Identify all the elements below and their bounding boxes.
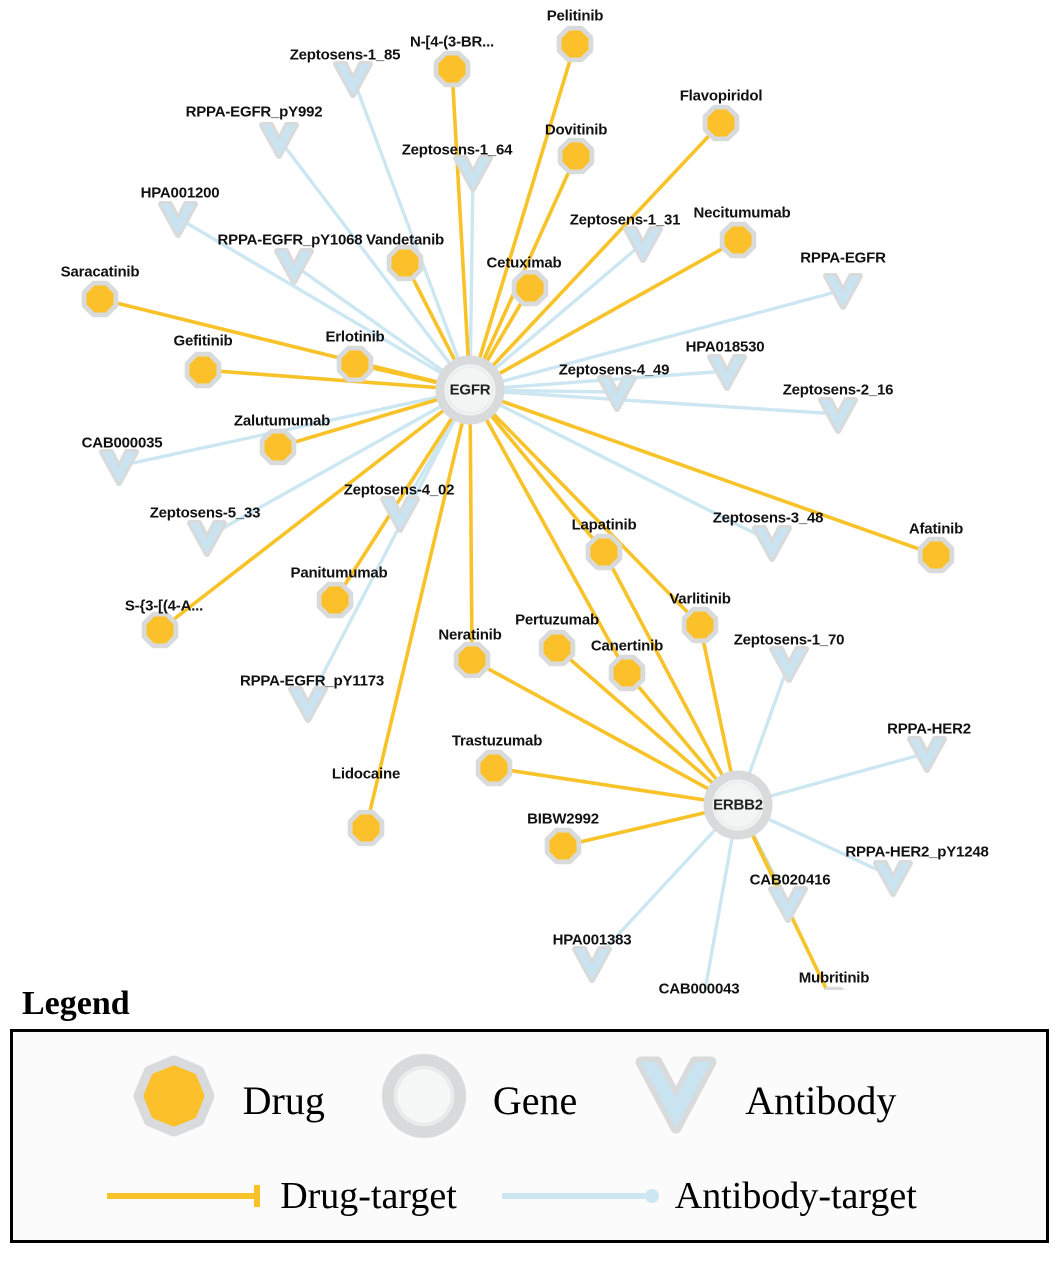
legend	[0, 985, 1059, 1243]
legend-item-gene	[369, 1050, 621, 1150]
drug-node[interactable]	[482, 756, 506, 780]
drug-node[interactable]	[460, 648, 484, 672]
drug-label: BIBW2992	[527, 810, 599, 828]
drug-label: Varlitinib	[669, 590, 731, 608]
drug-label: Afatinib	[908, 520, 964, 538]
antibody-target-edge-icon	[497, 1181, 667, 1211]
drug-label: Trastuzumab	[451, 732, 543, 750]
drug-node[interactable]	[592, 540, 616, 564]
antibody-label: Zeptosens-2_16	[782, 381, 894, 399]
antibody-label: Zeptosens-4_02	[343, 481, 455, 499]
drug-label: Panitumumab	[290, 564, 388, 582]
drug-label: Erlotinib	[325, 328, 385, 346]
drug-label: N-[4-(3-BR...	[409, 33, 495, 51]
drug-label: Gefitinib	[173, 332, 233, 350]
drug-label: Pertuzumab	[515, 611, 599, 629]
antibody-label: RPPA-HER2	[887, 720, 971, 738]
drug-node[interactable]	[726, 228, 750, 252]
drug-node[interactable]	[88, 287, 112, 311]
antibody-label: Zeptosens-1_64	[401, 141, 513, 159]
drug-node[interactable]	[393, 251, 417, 275]
drug-label: S-{3-[(4-A...	[124, 597, 204, 615]
legend-item-drug	[119, 1050, 369, 1150]
drug-target-edge-icon	[102, 1181, 272, 1211]
antibody-label: Zeptosens-1_31	[569, 211, 681, 229]
antibody-label: CAB000035	[81, 434, 163, 452]
drug-label: Canertinib	[590, 637, 664, 655]
drug-label: Vandetanib	[365, 231, 445, 249]
drug-node[interactable]	[709, 111, 733, 135]
drug-label: Lidocaine	[331, 765, 401, 783]
drug-node[interactable]	[343, 352, 367, 376]
drug-label: Mubritinib	[798, 969, 870, 987]
antibody-label: RPPA-EGFR	[800, 249, 886, 267]
drug-label: Necitumumab	[693, 204, 791, 222]
drug-label: Zalutumumab	[233, 412, 331, 430]
legend-label-gene: Gene	[492, 1077, 578, 1123]
gene-label: EGFR	[449, 381, 491, 399]
antibody-label: RPPA-EGFR_pY1068	[217, 231, 363, 249]
drug-node[interactable]	[440, 57, 464, 81]
graph-edge	[366, 390, 470, 828]
antibody-label: CAB020416	[749, 871, 831, 889]
antibody-label: RPPA-EGFR_pY992	[185, 103, 323, 121]
drug-label: Cetuximab	[486, 254, 562, 272]
antibody-chevron-icon	[621, 1050, 731, 1150]
drug-node[interactable]	[266, 435, 290, 459]
gene-circle-icon	[369, 1050, 479, 1150]
gene-label: ERBB2	[713, 796, 763, 814]
drug-node[interactable]	[924, 543, 948, 567]
drug-node[interactable]	[564, 144, 588, 168]
drug-node[interactable]	[354, 816, 378, 840]
graph-edge	[470, 390, 700, 625]
legend-node-row	[13, 1050, 1046, 1150]
drug-octagon-icon	[119, 1050, 229, 1150]
antibody-label: HPA018530	[685, 338, 765, 356]
drug-node[interactable]	[323, 588, 347, 612]
antibody-label: Zeptosens-1_70	[733, 631, 845, 649]
drug-label: Neratinib	[438, 626, 502, 644]
antibody-label: Zeptosens-1_85	[289, 46, 401, 64]
drug-node[interactable]	[563, 32, 587, 56]
legend-label-drug: Drug	[242, 1077, 325, 1123]
drug-label: Flavopiridol	[679, 87, 763, 105]
legend-box	[10, 1029, 1049, 1243]
antibody-label: RPPA-HER2_pY1248	[845, 843, 989, 861]
drug-label: Pelitinib	[546, 7, 604, 25]
drug-label: Dovitinib	[544, 121, 608, 139]
legend-title: Legend	[22, 985, 130, 1022]
drug-node[interactable]	[518, 276, 542, 300]
drug-label: Lapatinib	[571, 516, 637, 534]
antibody-label: RPPA-EGFR_pY1173	[239, 672, 385, 690]
antibody-label: CAB000043	[658, 980, 740, 998]
graph-edge	[452, 69, 470, 390]
graph-edge	[470, 390, 472, 660]
antibody-label: HPA001200	[140, 184, 220, 202]
drug-label: Saracatinib	[60, 263, 140, 281]
drug-node[interactable]	[545, 636, 569, 660]
legend-edge-row	[13, 1164, 1046, 1228]
legend-label-antibody: Antibody	[745, 1077, 897, 1123]
drug-node[interactable]	[551, 834, 575, 858]
antibody-label: HPA001383	[552, 931, 632, 949]
drug-node[interactable]	[615, 661, 639, 685]
drug-node[interactable]	[148, 618, 172, 642]
antibody-label: Zeptosens-3_48	[712, 509, 824, 527]
antibody-label: Zeptosens-4_49	[558, 361, 670, 379]
drug-node[interactable]	[191, 358, 215, 382]
legend-item-antibody	[621, 1050, 940, 1150]
antibody-label: Zeptosens-5_33	[149, 504, 261, 522]
graph-edge	[279, 139, 470, 390]
legend-label-drug-target: Drug-target	[280, 1175, 457, 1217]
legend-label-antibody-target: Antibody-target	[674, 1175, 917, 1217]
drug-node[interactable]	[688, 613, 712, 637]
